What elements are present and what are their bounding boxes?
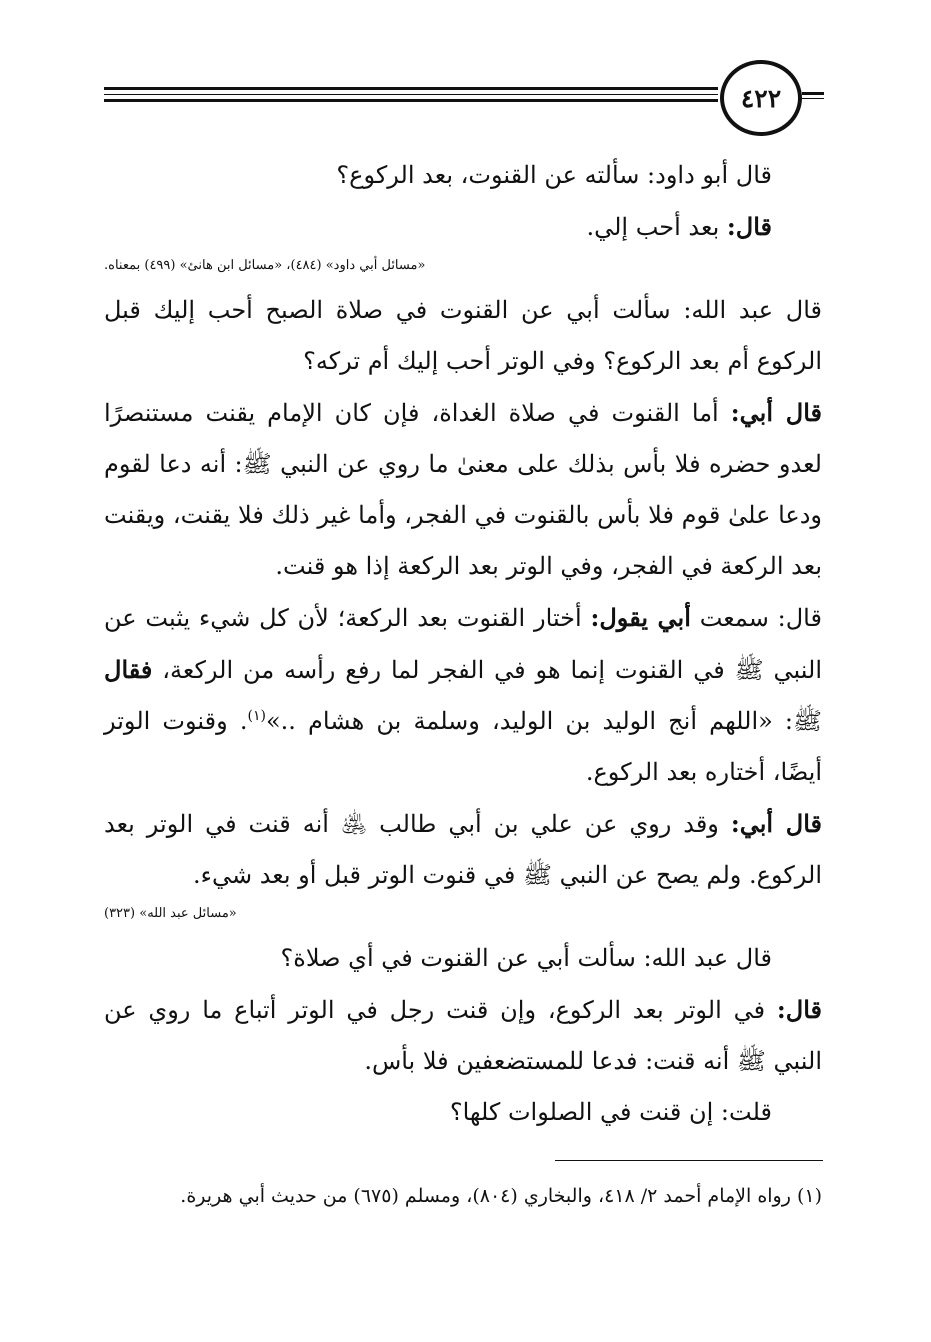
header-rule-thin [104,94,718,95]
footnote: (١) رواه الإمام أحمد ٢/ ٤١٨، والبخاري (٨٠٤)، ومسلم (٦٧٥) من حديث أبي هريرة. [180,1185,822,1207]
speaker-label: قال أبي: [730,809,822,838]
paragraph-1: قال أبو داود: سألته عن القنوت، بعد الركوع؟ [336,161,772,189]
header-rule-thick-bottom [104,99,718,102]
paragraph-6 [104,798,822,901]
source-citation-1: «مسائل أبي داود» (٤٨٤)، «مسائل ابن هانئ» (٤٩٩) بمعناه. [104,258,426,273]
speaker-label: قال: [726,212,772,241]
paragraph-text: ﷺ: «اللهم أنج الوليد بن الوليد، وسلمة بن هشام ..» [265,707,823,735]
speaker-label: قال: [776,995,822,1024]
speaker-label: فقال [104,655,153,684]
source-citation-2: «مسائل عبد الله» (٣٢٣) [104,906,237,921]
page-header [104,60,824,140]
speaker-label: قال أبي: [730,398,822,427]
footnote-marker: (١) [247,708,266,724]
footnote-divider [555,1160,823,1161]
paragraph-text: أختار القنوت بعد الركعة؛ لأن كل شيء يثبت عن النبي ﷺ في القنوت إنما هو في الفجر لما رفع رأسه من الركعة، [104,604,822,684]
page-number-badge [720,60,802,136]
paragraph-5 [104,592,822,798]
paragraph-text: في الوتر بعد الركوع، وإن قنت رجل في الوتر أتباع ما روي عن النبي ﷺ أنه قنت: فدعا للمستضعفين فلا بأس. [104,996,822,1075]
paragraph-text: أما القنوت في صلاة الغداة، فإن كان الإمام يقنت مستنصرًا لعدو حضره فلا بأس بذلك على معنىٰ ما روي عن النبي ﷺ: أنه دعا لقوم ودعا علىٰ قوم فلا بأس بالقنوت في الفجر، وأما غير ذلك فلا يقنت، ويقنت بعد الركعة في الفجر، وفي الوتر بعد الركعة إذا هو قنت. [104,399,822,580]
paragraph-8 [104,984,822,1087]
header-rule-thick-top [104,87,718,90]
paragraph-2 [104,201,822,253]
page-body [104,150,822,1138]
paragraph-4 [104,387,822,592]
paragraph-text: وقد روي عن علي بن أبي طالب ﵁ أنه قنت في الوتر بعد الركوع. ولم يصح عن النبي ﷺ في قنوت الوتر قبل أو بعد شيء. [104,810,822,889]
paragraph-3: قال عبد الله: سألت أبي عن القنوت في صلاة الصبح أحب إليك قبل الركوع أم بعد الركوع؟ وفي الوتر أحب إليك أم تركه؟ [104,296,822,375]
speaker-label: أبي يقول: [590,603,691,632]
paragraph-text: بعد أحب إلي. [586,213,720,241]
paragraph-9: قلت: إن قنت في الصلوات كلها؟ [449,1098,772,1126]
header-rule-right-thick [802,92,824,95]
paragraph-7: قال عبد الله: سألت أبي عن القنوت في أي صلاة؟ [280,944,772,972]
header-rule-right-thin [802,98,824,99]
page-number: ٤٢٢ [740,83,782,113]
paragraph-text: قال: سمعت [699,604,822,632]
paragraph-text: . وقنوت الوتر أيضًا، أختاره بعد الركوع. [104,707,822,786]
